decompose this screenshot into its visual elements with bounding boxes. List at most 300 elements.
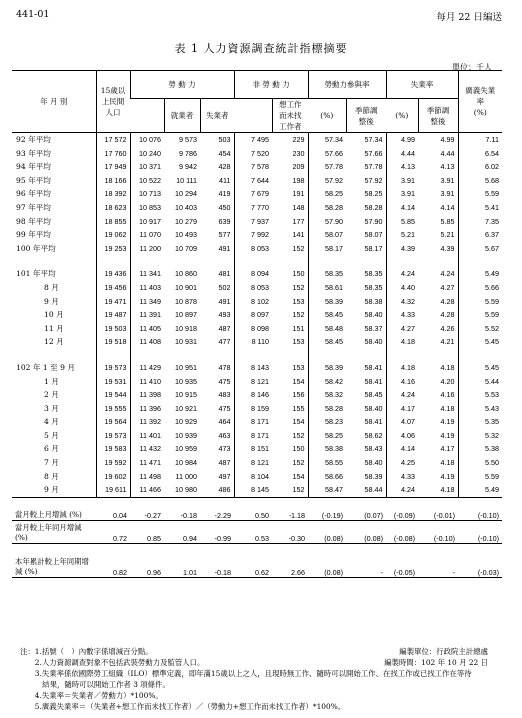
table-cell: 154 <box>292 471 305 481</box>
table-row <box>12 388 502 402</box>
table-cell: 4.21 <box>440 337 455 347</box>
table-cell: 58.39 <box>308 295 346 309</box>
table-cell: 17 949 <box>96 160 130 174</box>
row-label: 4 月 <box>44 417 59 427</box>
summary-cell: - <box>418 543 458 577</box>
table-cell: 8 145 <box>234 483 272 497</box>
table-cell: 5.68 <box>458 174 502 188</box>
footnote-text: 5.廣義失業率＝（失業者+想工作而未找工作者）／（勞動力+想工作而未找工作者）*100%。 <box>20 702 346 711</box>
table-cell: 57.92 <box>308 174 346 188</box>
row-label: 8 月 <box>44 471 59 481</box>
table-cell: 450 <box>218 202 231 212</box>
table-row <box>12 415 502 429</box>
row-label: 99 年平均 <box>16 230 51 240</box>
row-label: 93 年平均 <box>16 148 51 158</box>
table-cell: 4.25 <box>386 456 418 470</box>
table-cell: 58.39 <box>308 361 346 375</box>
table-cell: 57.66 <box>308 147 346 161</box>
table-cell: 58.28 <box>308 201 346 215</box>
table-row <box>12 281 502 295</box>
table-row <box>12 402 502 416</box>
table-row <box>12 174 502 188</box>
table-cell: 5.59 <box>458 295 502 309</box>
table-cell: 57.78 <box>364 162 383 172</box>
footnote-text: 4.失業率＝失業者／勞動力）*100%。 <box>20 691 163 700</box>
table-cell: 5.59 <box>458 187 502 201</box>
table-cell: 11 398 <box>130 388 164 402</box>
table-cell: 152 <box>292 430 305 440</box>
table-cell: 486 <box>218 485 231 495</box>
summary-cell: 0.85 <box>130 520 164 543</box>
table-cell: 4.99 <box>418 133 458 147</box>
summary-cell: (0.08) <box>308 543 346 577</box>
row-label: 6 月 <box>44 444 59 454</box>
table-cell: 7 495 <box>234 133 272 147</box>
table-cell: 11 000 <box>175 471 197 481</box>
unit-label: 單位：千人 <box>452 63 492 72</box>
table-cell: 19 253 <box>96 242 130 256</box>
table-cell: 19 573 <box>96 429 130 443</box>
table-cell: 8 053 <box>234 242 272 256</box>
col-want-job: 想工作而未找工作者 <box>272 99 308 133</box>
table-cell: 8 110 <box>234 335 272 349</box>
col-labor-force: 勞 動 力 <box>130 71 234 99</box>
table-cell: 5.45 <box>458 361 502 375</box>
table-cell: 58.25 <box>308 187 346 201</box>
table-cell: 5.49 <box>458 483 502 497</box>
table-cell: 475 <box>218 403 231 413</box>
table-cell: 4.27 <box>440 282 455 292</box>
table-cell: 10 959 <box>175 444 197 454</box>
table-cell: 4.33 <box>386 470 418 484</box>
table-cell: 475 <box>218 376 231 386</box>
col-pop15: 15歲以上民間人口 <box>96 71 130 133</box>
table-cell: 10 931 <box>175 337 197 347</box>
table-cell: 58.28 <box>364 202 383 212</box>
footnote-text: 結果，隨時可以開始工作者 3 項條件。 <box>20 680 170 689</box>
table-cell: 4.19 <box>440 471 455 481</box>
table-cell: 19 436 <box>96 267 130 281</box>
table-cell: 5.59 <box>458 470 502 484</box>
table-cell: 11 466 <box>130 483 164 497</box>
summary-cell: (-0.01) <box>418 497 458 520</box>
table-cell: 58.41 <box>364 362 383 372</box>
table-cell: 10 076 <box>130 133 164 147</box>
footnote-line <box>20 701 510 712</box>
table-cell: 5.45 <box>458 335 502 349</box>
footnote-text: 3.失業率係依國際勞工組織（ILO）標準定義，即年滿15歲以上之人，且現時無工作、隨時可以開始工作、在找工作或已找工作在等待 <box>20 669 472 678</box>
table-cell: 8 098 <box>234 322 272 336</box>
table-cell: 58.40 <box>364 310 383 320</box>
table-cell: 58.48 <box>308 322 346 336</box>
summary-cell: 0.72 <box>96 520 130 543</box>
table-cell: 5.21 <box>440 230 455 240</box>
table-cell: 5.32 <box>458 429 502 443</box>
table-cell: 7 520 <box>234 147 272 161</box>
table-title: 表 1 人力資源調查統計指標摘要 <box>174 42 348 55</box>
summary-cell: -0.27 <box>130 497 164 520</box>
table-cell: 5.35 <box>458 415 502 429</box>
table-cell: 8 151 <box>234 442 272 456</box>
table-cell: 481 <box>218 269 231 279</box>
table-cell: 58.38 <box>364 296 383 306</box>
table-cell: 10 897 <box>175 310 197 320</box>
table-cell: 19 471 <box>96 295 130 309</box>
table-cell: 5.49 <box>458 267 502 281</box>
table-cell: 229 <box>272 133 308 147</box>
table-cell: 58.66 <box>308 470 346 484</box>
row-label: 1 月 <box>44 376 59 386</box>
table-cell: 10 853 <box>130 201 164 215</box>
table-cell: 10 371 <box>130 160 164 174</box>
table-cell: 4.28 <box>440 310 455 320</box>
row-label: 3 月 <box>44 403 59 413</box>
row-label: 98 年平均 <box>16 216 51 226</box>
table-cell: 8 121 <box>234 375 272 389</box>
table-cell: 4.39 <box>440 243 455 253</box>
table-cell: 58.62 <box>364 430 383 440</box>
summary-cell: -2.29 <box>200 497 234 520</box>
col-broad-pct: (%) <box>473 108 487 117</box>
table-cell: 11 349 <box>130 295 164 309</box>
table-cell: 18 623 <box>96 201 130 215</box>
table-cell: 19 487 <box>96 308 130 322</box>
table-cell: 58.41 <box>364 417 383 427</box>
table-cell: 487 <box>218 323 231 333</box>
table-cell: 19 503 <box>96 322 130 336</box>
table-cell: 154 <box>292 376 305 386</box>
table-cell: 463 <box>218 430 231 440</box>
table-cell: 478 <box>218 362 231 372</box>
table-cell: 502 <box>218 282 231 292</box>
footnotes <box>20 646 510 712</box>
table-cell: 8 102 <box>234 295 272 309</box>
table-cell: 10 901 <box>175 282 197 292</box>
summary-cell: - <box>346 543 386 577</box>
row-label: 5 月 <box>44 430 59 440</box>
table-cell: 5.85 <box>440 216 455 226</box>
table-cell: 10 921 <box>175 403 197 413</box>
table-cell: 58.25 <box>308 429 346 443</box>
table-cell: 19 544 <box>96 388 130 402</box>
table-cell: 7 937 <box>234 215 272 229</box>
table-cell: 17 572 <box>96 133 130 147</box>
summary-cell: -1.18 <box>272 497 308 520</box>
table-row <box>12 483 502 497</box>
table-cell: 19 062 <box>96 228 130 242</box>
table-cell: 58.45 <box>364 390 383 400</box>
footnote-line <box>20 668 510 679</box>
table-cell: 18 166 <box>96 174 130 188</box>
table-cell: 411 <box>219 175 231 185</box>
table-cell: 58.17 <box>308 242 346 256</box>
table-cell: 4.24 <box>386 388 418 402</box>
table-cell: 58.07 <box>308 228 346 242</box>
summary-cell: -0.18 <box>200 543 234 577</box>
table-cell: 487 <box>218 458 231 468</box>
table-cell: 11 410 <box>130 375 164 389</box>
table-cell: 4.18 <box>440 362 455 372</box>
table-cell: 419 <box>218 189 231 199</box>
table-cell: 4.18 <box>386 335 418 349</box>
table-cell: 58.45 <box>308 335 346 349</box>
table-cell: 8 159 <box>234 402 272 416</box>
col-unemp-pct: (%) <box>386 99 418 133</box>
table-cell: 3.91 <box>440 175 455 185</box>
table-cell: 58.42 <box>308 375 346 389</box>
table-cell: 7.35 <box>458 215 502 229</box>
table-cell: 191 <box>292 189 305 199</box>
table-cell: 58.45 <box>308 308 346 322</box>
row-label: 9 月 <box>44 296 59 306</box>
table-cell: 477 <box>218 337 231 347</box>
table-cell: 4.19 <box>440 430 455 440</box>
table-cell: 4.18 <box>440 485 455 495</box>
table-cell: 177 <box>292 216 305 226</box>
footnote-text: 2.人力資源調查對象不包括武裝勞動力及監管人口。 <box>20 658 205 667</box>
table-cell: 10 980 <box>175 485 197 495</box>
table-cell: 230 <box>292 148 305 158</box>
table-cell: 10 939 <box>175 430 197 440</box>
table-row <box>12 242 502 256</box>
table-cell: 10 918 <box>175 323 197 333</box>
table-cell: 577 <box>218 230 231 240</box>
table-row <box>12 147 502 161</box>
table-cell: 58.07 <box>364 230 383 240</box>
table-row <box>12 160 502 174</box>
table-cell: 4.44 <box>386 147 418 161</box>
table-cell: 11 432 <box>130 442 164 456</box>
table-cell: 4.14 <box>386 442 418 456</box>
summary-label: 本年累計較上年同期增減 (%) <box>12 543 96 577</box>
table-cell: 7 644 <box>234 174 272 188</box>
table-cell: 5.67 <box>458 242 502 256</box>
summary-cell: (0.07) <box>346 497 386 520</box>
table-cell: 639 <box>218 216 231 226</box>
table-cell: 491 <box>218 296 231 306</box>
table-cell: 19 555 <box>96 402 130 416</box>
table-cell: 4.17 <box>440 444 455 454</box>
table-cell: 58.35 <box>308 267 346 281</box>
table-cell: 8 053 <box>234 281 272 295</box>
table-cell: 4.07 <box>386 415 418 429</box>
table-cell: 19 611 <box>96 483 130 497</box>
table-row <box>12 295 502 309</box>
summary-row <box>12 543 502 577</box>
table-cell: 428 <box>218 162 231 172</box>
table-cell: 57.90 <box>308 215 346 229</box>
table-cell: 155 <box>292 403 305 413</box>
row-label: 100 年平均 <box>16 243 56 253</box>
table-cell: 58.35 <box>364 282 383 292</box>
table-cell: 58.39 <box>364 471 383 481</box>
table-cell: 4.18 <box>386 361 418 375</box>
table-cell: 58.61 <box>308 281 346 295</box>
table-cell: 58.55 <box>308 456 346 470</box>
table-cell: 11 403 <box>130 281 164 295</box>
summary-label: 當月較上月增減 (%) <box>12 497 96 520</box>
table-row <box>12 456 502 470</box>
table-cell: 58.40 <box>364 403 383 413</box>
table-cell: 11 392 <box>130 415 164 429</box>
table-cell: 5.53 <box>458 388 502 402</box>
table-cell: 7 578 <box>234 160 272 174</box>
table-cell: 58.38 <box>308 442 346 456</box>
table-cell: 17 760 <box>96 147 130 161</box>
table-row <box>12 187 502 201</box>
table-row <box>12 133 502 147</box>
table-row <box>12 308 502 322</box>
summary-cell: (-0.19) <box>308 497 346 520</box>
table-cell: 4.33 <box>386 308 418 322</box>
table-cell: 10 522 <box>130 174 164 188</box>
table-cell: 3.91 <box>386 174 418 188</box>
footnote-meta: 編製時間：102 年 10 月 22 日 <box>384 658 488 667</box>
table-cell: 209 <box>292 162 305 172</box>
col-lfpr: 勞動力參與率 <box>308 71 386 99</box>
table-cell: 10 713 <box>130 187 164 201</box>
table-row <box>12 442 502 456</box>
table-cell: 7 770 <box>234 201 272 215</box>
table-cell: 11 401 <box>130 429 164 443</box>
table-cell: 8 171 <box>234 415 272 429</box>
table-cell: 5.38 <box>458 442 502 456</box>
table-cell: 4.06 <box>386 429 418 443</box>
summary-cell: -0.99 <box>200 520 234 543</box>
table-cell: 8 171 <box>234 429 272 443</box>
table-cell: 8 094 <box>234 267 272 281</box>
table-cell: 10 709 <box>175 243 197 253</box>
table-cell: 11 498 <box>130 470 164 484</box>
table-cell: 152 <box>292 485 305 495</box>
table-cell: 19 456 <box>96 281 130 295</box>
table-cell: 5.21 <box>386 228 418 242</box>
table-cell: 10 984 <box>175 458 197 468</box>
summary-cell: 0.62 <box>234 543 272 577</box>
row-label: 8 月 <box>44 282 59 292</box>
table-cell: 19 573 <box>96 361 130 375</box>
table-cell: 3.91 <box>440 189 455 199</box>
table-cell: 198 <box>292 175 305 185</box>
table-cell: 58.40 <box>364 337 383 347</box>
table-row <box>12 375 502 389</box>
table-cell: 58.41 <box>364 376 383 386</box>
table-cell: 7 679 <box>234 187 272 201</box>
table-cell: 11 405 <box>130 322 164 336</box>
table-cell: 497 <box>218 471 231 481</box>
table-cell: 10 917 <box>130 215 164 229</box>
table-cell: 10 935 <box>175 376 197 386</box>
summary-cell: (-0.09) <box>386 497 418 520</box>
summary-cell: 0.04 <box>96 497 130 520</box>
table-cell: 141 <box>292 230 305 240</box>
row-label: 12 月 <box>44 337 64 347</box>
table-cell: 10 279 <box>175 216 197 226</box>
table-cell: 4.18 <box>440 458 455 468</box>
table-cell: 57.90 <box>364 216 383 226</box>
row-label: 97 年平均 <box>16 202 51 212</box>
col-broad-rate <box>458 71 502 133</box>
table-cell: 4.14 <box>440 202 455 212</box>
table-cell: 8 104 <box>234 470 272 484</box>
footnote-line <box>20 646 510 657</box>
table-cell: 6.37 <box>458 228 502 242</box>
table-cell: 58.17 <box>364 243 383 253</box>
table-cell: 19 531 <box>96 375 130 389</box>
table-cell: 6.02 <box>458 160 502 174</box>
table-cell: 503 <box>200 133 234 147</box>
table-cell: 6.54 <box>458 147 502 161</box>
table-cell: 58.47 <box>308 483 346 497</box>
table-cell: 7.11 <box>458 133 502 147</box>
summary-cell: -0.30 <box>272 520 308 543</box>
summary-cell: 0.94 <box>164 520 200 543</box>
table-cell: 4.32 <box>386 295 418 309</box>
table-cell: 9 942 <box>179 162 197 172</box>
table-cell: 5.85 <box>386 215 418 229</box>
table-cell: 151 <box>292 323 305 333</box>
row-label: 101 年平均 <box>16 269 56 279</box>
table-cell: 4.39 <box>386 242 418 256</box>
table-cell: 8 143 <box>234 361 272 375</box>
table-cell: 58.28 <box>308 402 346 416</box>
table-cell: 10 951 <box>175 362 197 372</box>
summary-cell: 0.82 <box>96 543 130 577</box>
table-cell: 58.25 <box>364 189 383 199</box>
footnote-line <box>20 679 510 690</box>
table-cell: 18 855 <box>96 215 130 229</box>
table-cell: 493 <box>218 310 231 320</box>
row-label: 94 年平均 <box>16 162 51 172</box>
table-cell: 4.28 <box>440 296 455 306</box>
table-cell: 154 <box>292 417 305 427</box>
table-cell: 19 583 <box>96 442 130 456</box>
table-cell: 10 403 <box>175 202 197 212</box>
table-cell: 4.40 <box>386 281 418 295</box>
table-cell: 8 146 <box>234 388 272 402</box>
row-label: 7 月 <box>44 458 59 468</box>
table-cell: 5.44 <box>458 375 502 389</box>
row-label: 9 月 <box>44 485 59 495</box>
table-cell: 10 915 <box>175 390 197 400</box>
table-cell: 5.52 <box>458 322 502 336</box>
table-cell: 57.92 <box>364 175 383 185</box>
table-cell: 4.13 <box>440 162 455 172</box>
document-code: 441-01 <box>16 9 50 20</box>
footnote-line <box>20 690 510 701</box>
table-cell: 473 <box>218 444 231 454</box>
table-cell: 5.50 <box>458 456 502 470</box>
table-cell: 491 <box>218 243 231 253</box>
table-cell: 4.44 <box>440 148 455 158</box>
table-cell: 11 391 <box>130 308 164 322</box>
table-cell: 152 <box>292 243 305 253</box>
table-row <box>12 215 502 229</box>
table-row <box>12 322 502 336</box>
summary-row <box>12 497 502 520</box>
col-lfpr-pct: (%) <box>308 99 346 133</box>
row-spacer <box>12 349 502 361</box>
col-employed: 就業者 <box>164 99 200 133</box>
table-cell: 5.43 <box>458 402 502 416</box>
summary-cell: (-0.03) <box>458 543 502 577</box>
table-cell: 153 <box>292 296 305 306</box>
table-row <box>12 267 502 281</box>
labor-statistics-table <box>12 70 502 578</box>
table-cell: 4.24 <box>386 267 418 281</box>
table-cell: 5.66 <box>458 281 502 295</box>
table-row <box>12 361 502 375</box>
